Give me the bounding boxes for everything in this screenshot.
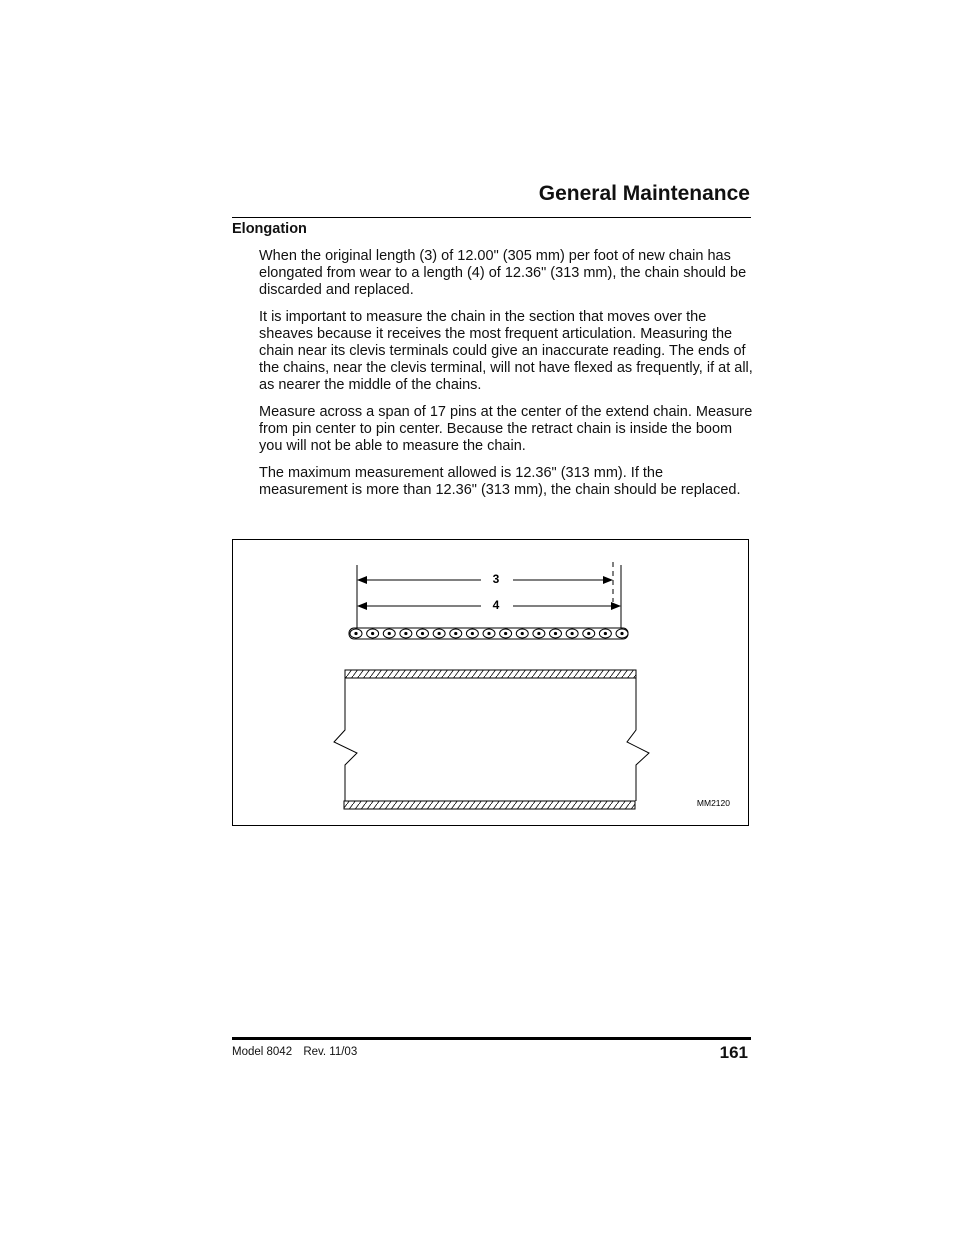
paragraph-3: Measure across a span of 17 pins at the center of the extend chain. Measure from pin center to pin center. Because the retract chain is inside the boom you will not be able to measure the chain. (259, 404, 753, 454)
paragraph-2: It is important to measure the chain in the section that moves over the sheaves because it receives the most frequent articulation. Measuring the chain near its clevis terminals could give an inaccurate reading. The ends of the chains, near the clevis terminal, will not have flexed as frequently, if at all, as nearer the middle of the chains. (259, 309, 753, 393)
dimension-original-length (358, 572, 612, 586)
chain-pin (554, 632, 557, 635)
chain-pin (404, 632, 407, 635)
chain-pin (354, 632, 357, 635)
chain-pin (504, 632, 507, 635)
body-text (259, 248, 754, 509)
footer-info (232, 1046, 365, 1058)
section-heading: Elongation (232, 221, 307, 237)
chain-elongation-figure (232, 539, 749, 826)
chain-diagram (233, 540, 750, 827)
chain-pin (537, 632, 540, 635)
chain-pin (521, 632, 524, 635)
chain-pin (371, 632, 374, 635)
paragraph-4: The maximum measurement allowed is 12.36" (313 mm). If the measurement is more than 12.36" (313 mm), the chain should be replaced. (259, 465, 741, 498)
leaf-chain (349, 628, 628, 639)
chain-pin (421, 632, 424, 635)
page-number: 161 (719, 1043, 748, 1062)
label-4: 4 (492, 598, 500, 612)
footer-model: Model 8042 (232, 1046, 293, 1058)
label-3: 3 (492, 572, 500, 586)
paragraph-1: When the original length (3) of 12.00" (305 mm) per foot of new chain has elongated from wear to a length (4) of 12.36" (313 mm), the chain should be discarded and replaced. (259, 248, 747, 298)
page-title: General Maintenance (538, 182, 750, 205)
chain-pin (454, 632, 457, 635)
chain-pin (438, 632, 441, 635)
boom-section (334, 670, 649, 809)
footer-revision: Rev. 11/03 (303, 1046, 358, 1058)
chain-pin (471, 632, 474, 635)
chain-pin (620, 632, 623, 635)
chain-pin (388, 632, 391, 635)
footer-rule (232, 1037, 751, 1040)
figure-code: MM2120 (696, 798, 730, 808)
title-rule (232, 217, 751, 218)
chain-pin (587, 632, 590, 635)
chain-pin (604, 632, 607, 635)
dimension-elongated-length (358, 598, 620, 612)
chain-pin (571, 632, 574, 635)
chain-pin (487, 632, 490, 635)
